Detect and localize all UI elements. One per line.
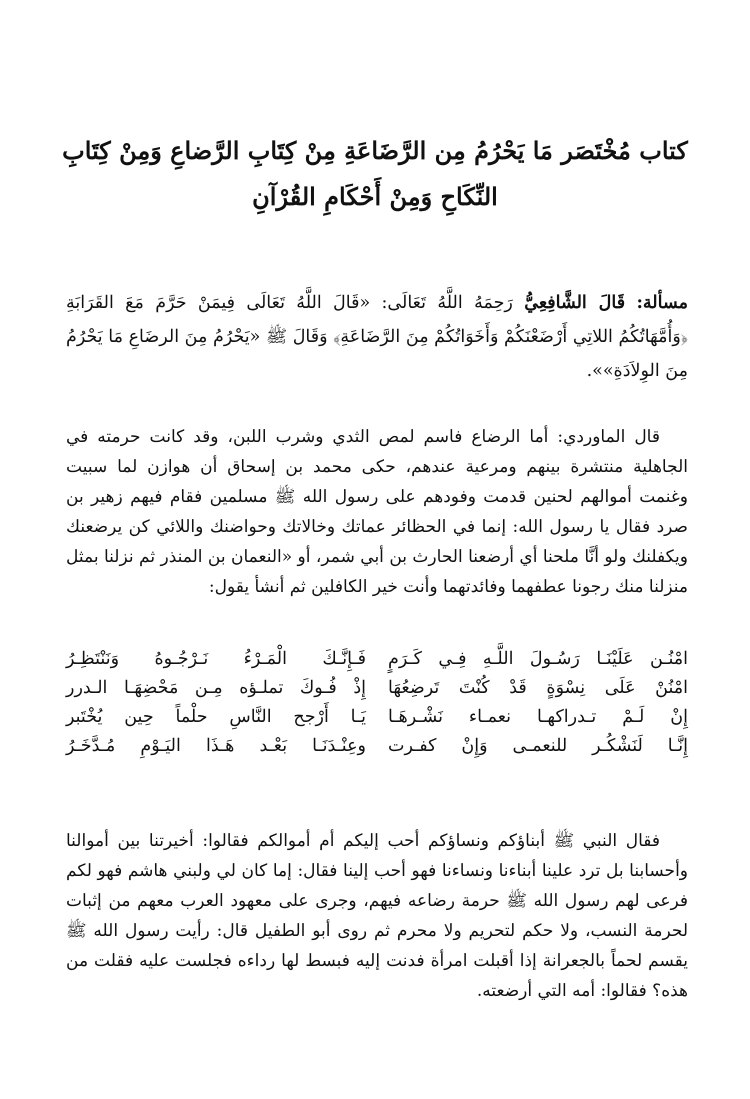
poem bbox=[66, 645, 688, 761]
poem-verse-second-half: وعِنْـدَنَـا بَعْـد هَـذَا اليَـوْمِ مُـدَّخَـرُ bbox=[66, 736, 366, 756]
poem-verse-first-half: امْنُنْ عَلَى نِسْوَةٍ قَدْ كُنْتَ تَرضِعُهَا bbox=[388, 678, 688, 698]
masala-paragraph bbox=[66, 286, 688, 388]
poem-verse bbox=[66, 645, 688, 674]
chapter-title bbox=[62, 128, 688, 220]
masala-label: مسألة: bbox=[636, 293, 688, 313]
paragraph-prophet-reply bbox=[66, 826, 688, 1006]
poem-verse-second-half: يَـا أَرْجح النَّاسِ حلْماً حِين يُخْتَبر bbox=[66, 707, 366, 727]
chapter-title-line-2: النِّكَاحِ وَمِنْ أَحْكَامِ القُرْآنِ bbox=[252, 182, 498, 211]
masala-speaker: قَالَ الشَّافِعِيُّ bbox=[524, 293, 626, 313]
poem-verse bbox=[66, 732, 688, 761]
paragraph-mawardi bbox=[66, 422, 688, 602]
poem-verse-first-half: إِنَّـا لَنَشْكُـر للنعمـى وَإِنْ كفـرت bbox=[388, 736, 688, 756]
poem-verse-first-half: إِنْ لَـمْ تـدراكهـا نعمـاء نَشْـرهَـا bbox=[388, 707, 688, 727]
poem-verse bbox=[66, 703, 688, 732]
poem-verse bbox=[66, 674, 688, 703]
paragraph-1-text: قال الماوردي: أما الرضاع فاسم لمص الثدي وشرب اللبن، وقد كانت حرمته في الجاهلية منتشرة بينهم ومرعية عندهم، حكى محمد بن إسحاق أن هوازن لما سبيت وغنمت أموالهم لحنين قدمت وفودهم على رسول الله ﷺ مسلمين فقام فيهم زهير بن صرد فقال يا رسول الله: إنما في الحظائر عماتك وخالاتك وحواضنك واللائي كن يرضعنك ويكفلنك ولو أنَّا ملحنا أي أرضعنا الحارث بن أبي شمر، أو «النعمان بن المنذر ثم نزلنا بمثل منزلنا منك رجونا عطفهما وفائدتهما وأنت خير الكافلين ثم أنشأ يقول: bbox=[66, 427, 688, 597]
poem-verse-second-half: فَـإِنَّـكَ الْمَـرْءُ نَـرْجُـوهُ وَنَنْتَظِـرُ bbox=[66, 649, 366, 669]
chapter-title-line-1: كتاب مُخْتَصَر مَا يَحْرُمُ مِن الرَّضَاعَةِ مِنْ كِتَابِ الرَّضاعِ وَمِنْ كِتَابِ bbox=[62, 136, 688, 165]
poem-verse-second-half: إِذْ فُـوكَ تملـؤه مِـن مَحْضِهَـا الـدرر bbox=[66, 678, 366, 698]
masala-text: رَحِمَهُ اللَّهُ تَعَالَى: «قَالَ اللَّهُ تَعَالَى فِيمَنْ حَرَّمَ مَعَ القَرَابَةِ ﴿وَأُمَّهَاتُكُمُ اللاتِي أَرْضَعْنَكُمْ وَأَخَوَاتُكُمْ مِنَ الرَّضَاعَةِ﴾ وَقَالَ ﷺ «يَحْرُمُ مِنَ الرضَاعِ مَا يَحْرُمُ مِنَ الوِلاَدَةِ»». bbox=[66, 293, 688, 381]
paragraph-2-text: فقال النبي ﷺ أبناؤكم ونساؤكم أحب إليكم أم أموالكم فقالوا: أخيرتنا بين أموالنا وأحسابنا بل ترد علينا أبناءنا ونساءنا فهو أحب إلينا فقال: إما كان لي ولبني هاشم فهو لكم فرعى لهم رسول الله ﷺ حرمة رضاعه فيهم، وجرى على معهود العرب معهم من إثبات لحرمة النسب، ولا حكم لتحريم ولا محرم ثم روى أبو الطفيل قال: رأيت رسول الله ﷺ يقسم لحماً بالجعرانة إذا أقبلت امرأة فدنت إليه فبسط لها رداءه فجلست عليه فقلت من هذه؟ فقالوا: أمه التي أرضعته. bbox=[66, 831, 688, 1001]
poem-verse-first-half: امْنُـن عَلَيْنَـا رَسُـولَ اللَّـهِ فِـي كَـرَمٍ bbox=[388, 649, 688, 669]
